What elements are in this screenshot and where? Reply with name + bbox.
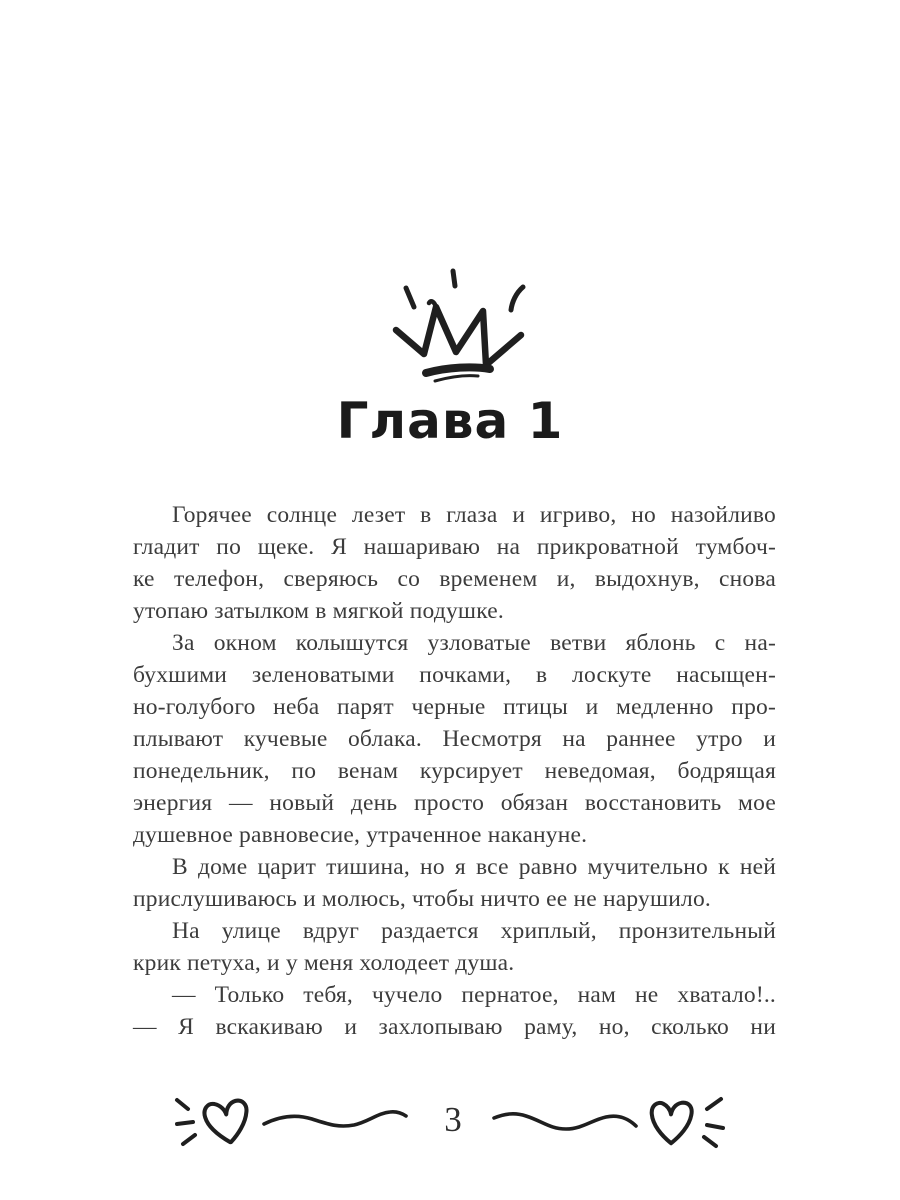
text-line: прислушиваюсь и молюсь, чтобы ничто ее не нарушило. <box>133 886 711 912</box>
text-line: понедельник, по венам курсирует неведомая, бодрящая <box>133 758 776 784</box>
text-line: плывают кучевые облака. Несмотря на раннее утро и <box>133 726 776 752</box>
crown-icon <box>373 258 538 388</box>
body-text <box>133 499 776 1043</box>
text-line: На улице вдруг раздается хриплый, пронзительный <box>172 918 776 944</box>
text-line: За окном колышутся узловатые ветви яблонь с на- <box>172 630 776 656</box>
heart-icon <box>647 1098 697 1148</box>
text-line: Горячее солнце лезет в глаза и игриво, но назойливо <box>172 502 776 528</box>
text-line: крик петуха, и у меня холодеет душа. <box>133 950 515 976</box>
text-line: ке телефон, сверяюсь со временем и, выдохнув, снова <box>133 566 776 592</box>
heart-icon <box>201 1096 255 1148</box>
footer-ornament <box>0 1090 900 1165</box>
crown-doodle-icon <box>373 258 538 388</box>
text-line: В доме царит тишина, но я все равно мучительно к ней <box>172 854 776 880</box>
page-number: 3 <box>444 1100 462 1139</box>
text-line: душевное равновесие, утраченное накануне. <box>133 822 588 848</box>
text-line: утопаю затылком в мягкой подушке. <box>133 598 504 624</box>
text-line: — Я вскакиваю и захлопываю раму, но, сколько ни <box>133 1014 776 1040</box>
sparkle-rays-icon <box>701 1095 727 1147</box>
wavy-divider <box>492 1108 638 1134</box>
text-line: но-голубого неба парят черные птицы и медленно про- <box>133 694 776 720</box>
text-line: бухшими зеленоватыми почками, в лоскуте насыщен- <box>133 662 776 688</box>
chapter-title: Глава 1 <box>336 392 564 450</box>
wavy-divider <box>262 1108 408 1134</box>
text-line: энергия — новый день просто обязан восстановить мое <box>133 790 776 816</box>
text-line: — Только тебя, чучело пернатое, нам не хватало!.. <box>172 982 776 1008</box>
sparkle-rays-icon <box>172 1095 198 1147</box>
text-line: гладит по щеке. Я нашариваю на прикроватной тумбоч- <box>133 534 776 560</box>
